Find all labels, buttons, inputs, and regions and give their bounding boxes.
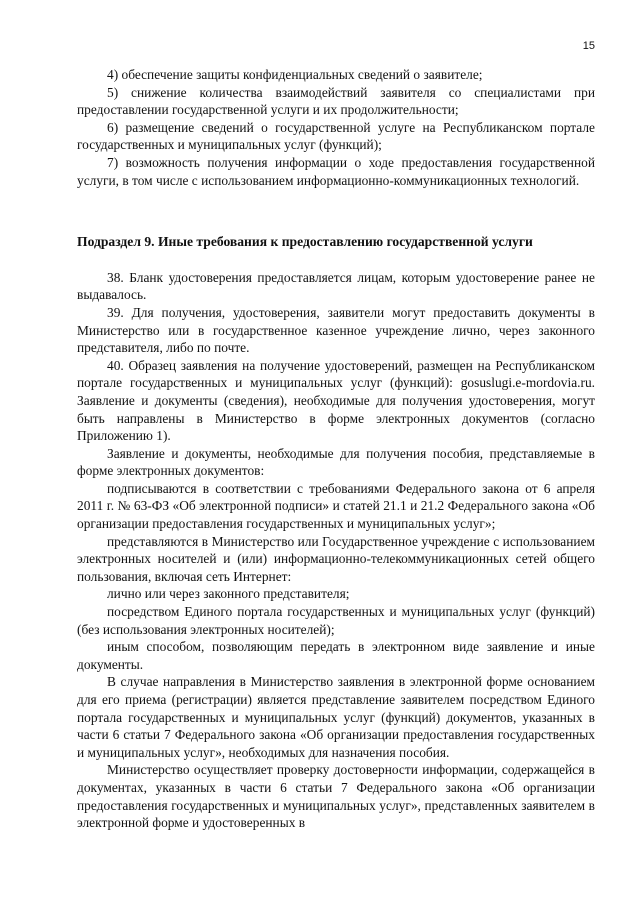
page-number: 15 bbox=[582, 40, 595, 52]
paragraph: В случае направления в Министерство заявления в электронной форме основанием для его приема (регистрации) является представление заявителем посредством Единого портала государственных и муниципальных услуг (функций) документов, указанных в части 6 статьи 7 Федерального закона «Об организации предоставления государственных и муниципальных услуг», необходимых для назначения пособия. bbox=[77, 674, 595, 760]
paragraph: Заявление и документы, необходимые для получения пособия, представляемые в форме электронных документов: bbox=[77, 445, 595, 479]
list-item: 4) обеспечение защиты конфиденциальных сведений о заявителе; bbox=[107, 67, 483, 82]
paragraph: представляются в Министерство или Государственное учреждение с использованием электронных носителей и (или) информационно-телекоммуникационных сетей общего пользования, включая сеть Интернет: bbox=[77, 533, 595, 584]
paragraph: 40. Образец заявления на получение удостоверений, размещен на Республиканском портале государственных и муниципальных услуг (функций): gosuslugi.e-mordovia.ru. Заявление и документы (сведения), необходимые для получения удостоверения, могут быть направлены в Министерство в форме электронных документов (согласно Приложению 1). bbox=[77, 357, 595, 444]
list-item: 6) размещение сведений о государственной услуге на Республиканском портале государственных и муниципальных услуг (функций); bbox=[77, 119, 595, 153]
paragraph: посредством Единого портала государственных и муниципальных услуг (функций) (без использования электронных носителей); bbox=[77, 604, 595, 637]
paragraph: Министерство осуществляет проверку достоверности информации, содержащейся в документах, указанных в части 6 статьи 7 Федерального закона «Об организации предоставления государственных и муниципальных услуг», представленных заявителем в электронной форме и удостоверенных в bbox=[77, 762, 595, 831]
paragraph: подписываются в соответствии с требованиями Федерального закона от 6 апреля 2011 г. № 63-ФЗ «Об электронной подписи» и статей 21.1 и 21.2 Федерального закона «Об организации предоставления государственных и муниципальных услуг»; bbox=[77, 480, 595, 532]
paragraph: иным способом, позволяющим передать в электронном виде заявление и иные документы. bbox=[77, 639, 595, 672]
paragraph: 39. Для получения, удостоверения, заявители могут предоставить документы в Министерство или в государственное казенное учреждение лично, через законного представителя, либо по почте. bbox=[77, 304, 595, 356]
section-heading: Подраздел 9. Иные требования к предоставлению государственной услуги bbox=[77, 234, 533, 250]
paragraph: лично или через законного представителя; bbox=[107, 586, 350, 602]
list-item: 7) возможность получения информации о ходе предоставления государственной услуги, в том числе с использованием информационно-коммуникационных технологий. bbox=[77, 154, 595, 188]
paragraph: 38. Бланк удостоверения предоставляется лицам, которым удостоверение ранее не выдавалось. bbox=[77, 269, 595, 303]
document-body bbox=[77, 66, 595, 832]
list-item: 5) снижение количества взаимодействий заявителя со специалистами при предоставлении государственной услуги и их продолжительности; bbox=[77, 84, 595, 118]
